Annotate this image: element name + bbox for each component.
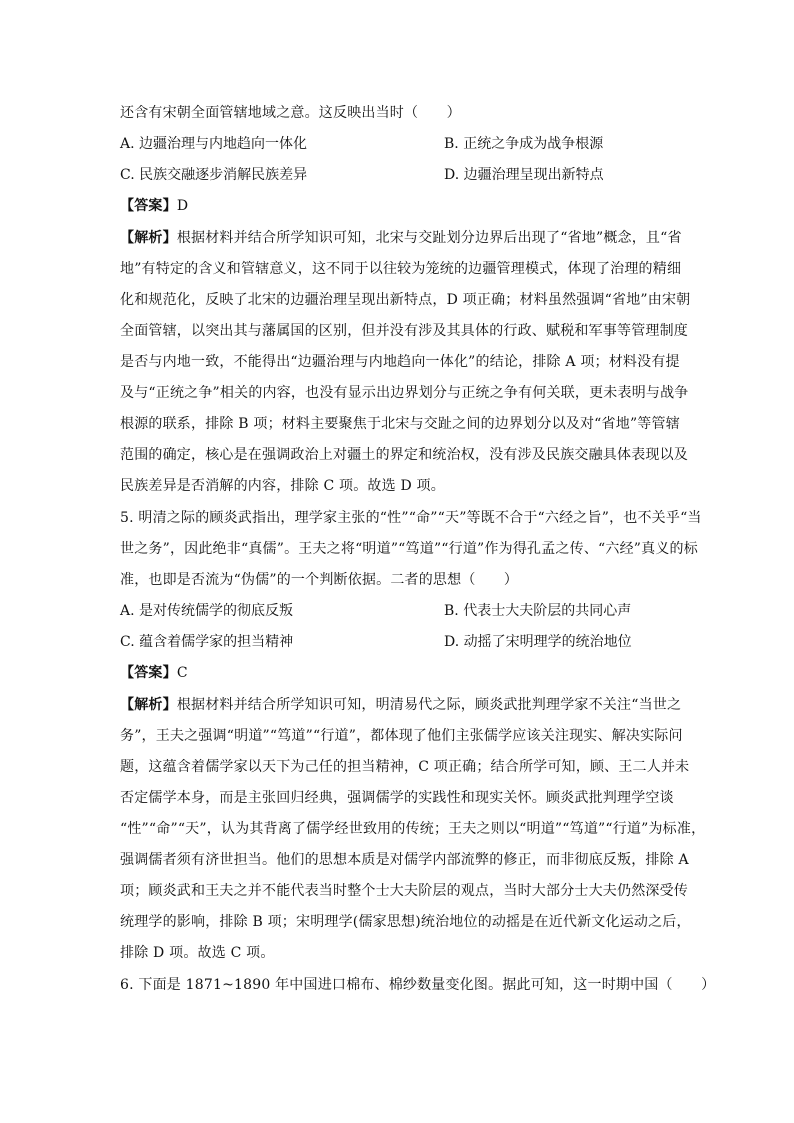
q5-analysis-line-6: 强调儒者须有济世担当。他们的思想本质是对儒学内部流弊的修正，而非彻底反叛，排除 A <box>120 852 689 868</box>
q4-analysis-text: 根据材料并结合所学知识可知，北宋与交趾划分边界后出现了“省地”概念，且“省 <box>176 230 682 246</box>
q4-analysis-line-9: 民族差异是否消解的内容，排除 C 项。故选 D 项。 <box>120 478 445 494</box>
q4-option-d: D. 边疆治理呈现出新特点 <box>444 167 604 183</box>
q5-analysis-line-3: 题，这蕴含着儒学家以天下为己任的担当精神，C 项正确；结合所学可知，顾、王二人并未 <box>120 759 690 775</box>
q5-analysis-line-4: 否定儒学本身，而是主张回归经典，强调儒学的实践性和现实关怀。顾炎武批判理学空谈 <box>120 790 674 806</box>
q5-analysis-line-5: “性”“命”“天”，认为其背离了儒学经世致用的传统；王夫之则以“明道”“笃道”“行道”为标准， <box>120 821 706 837</box>
q5-analysis-line-7: 项；顾炎武和王夫之并不能代表当时整个士大夫阶层的观点，当时大部分士大夫仍然深受传 <box>120 883 688 899</box>
q5-stem-line-2: 世之务”，因此绝非“真儒”。王夫之将“明道”“笃道”“行道”作为得孔孟之传、“六经”真义的标 <box>120 541 698 557</box>
q5-answer-row <box>120 663 680 683</box>
q4-stem-tail: 还含有宋朝全面管辖地域之意。这反映出当时（ ） <box>120 105 461 121</box>
q4-analysis-line-5: 是否与内地一致，不能得出“边疆治理与内地趋向一体化”的结论，排除 A 项；材料没有提 <box>120 354 680 370</box>
q4-option-a: A. 边疆治理与内地趋向一体化 <box>120 136 308 152</box>
q4-analysis-label: 【解析】 <box>120 230 177 246</box>
q5-answer: C <box>176 665 188 681</box>
q5-analysis-line-9: 排除 D 项。故选 C 项。 <box>120 945 275 961</box>
q4-answer-row <box>120 196 680 216</box>
q5-option-b: B. 代表士大夫阶层的共同心声 <box>444 603 632 619</box>
q4-option-b: B. 正统之争成为战争根源 <box>444 136 604 152</box>
q5-analysis-line-1 <box>120 695 680 715</box>
q4-analysis-line-7: 根源的联系，排除 B 项；材料主要聚焦于北宋与交趾之间的边界划分以及对“省地”等管辖 <box>120 416 680 432</box>
q4-option-c: C. 民族交融逐步消解民族差异 <box>120 167 308 183</box>
q5-stem-line-3: 准，也即是否流为“伪儒”的一个判断依据。二者的思想（ ） <box>120 572 519 588</box>
q4-answer-label: 【答案】 <box>120 198 177 214</box>
q4-analysis-line-8: 范围的确定，核心是在强调政治上对疆土的界定和统治权，没有涉及民族交融具体表现以及 <box>120 447 688 463</box>
q5-option-c: C. 蕴含着儒学家的担当精神 <box>120 634 294 650</box>
q4-analysis-line-1 <box>120 228 680 248</box>
q5-analysis-line-8: 统理学的影响，排除 B 项；宋明理学(儒家思想)统治地位的动摇是在近代新文化运动之后， <box>120 914 691 930</box>
q5-analysis-line-2: 务”，王夫之强调“明道”“笃道”“行道”，都体现了他们主张儒学应该关注现实、解决实际问 <box>120 728 683 744</box>
q4-analysis-line-6: 及与“正统之争”相关的内容，也没有显示出边界划分与正统之争有何关联，更未表明与战争 <box>120 385 689 401</box>
q5-option-a: A. 是对传统儒学的彻底反叛 <box>120 603 294 619</box>
q4-analysis-line-3: 化和规范化，反映了北宋的边疆治理呈现出新特点，D 项正确；材料虽然强调“省地”由宋朝 <box>120 292 691 308</box>
q5-analysis-label: 【解析】 <box>120 697 177 713</box>
q5-analysis-text: 根据材料并结合所学知识可知，明清易代之际，顾炎武批判理学家不关注“当世之 <box>176 697 682 713</box>
q6-stem: 6. 下面是 1871~1890 年中国进口棉布、棉纱数量变化图。据此可知，这一时期中国（ ） <box>120 977 716 993</box>
q4-analysis-line-4: 全面管辖，以突出其与藩属国的区别，但并没有涉及其具体的行政、赋税和军事等管理制度 <box>120 323 688 339</box>
q4-analysis-line-2: 地”有特定的含义和管辖意义，这不同于以往较为笼统的边疆管理模式，体现了治理的精细 <box>120 261 682 277</box>
q5-stem-line-1: 5. 明清之际的顾炎武指出，理学家主张的“性”“命”“天”等既不合于“六经之旨”，也不关乎“当 <box>120 510 702 526</box>
q4-answer: D <box>176 198 189 214</box>
q5-answer-label: 【答案】 <box>120 665 177 681</box>
q5-option-d: D. 动摇了宋明理学的统治地位 <box>444 634 632 650</box>
